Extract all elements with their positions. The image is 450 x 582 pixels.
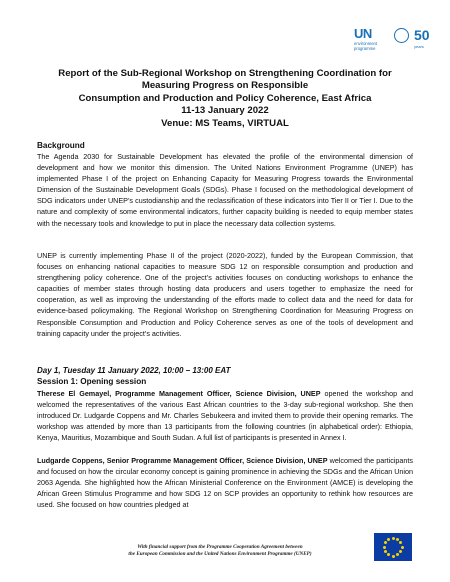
eu-star-icon xyxy=(387,553,390,556)
footer-line-2: the European Commission and the United Nations Environment Programme (UNEP) xyxy=(128,551,312,558)
eu-star-icon xyxy=(387,538,390,541)
eu-star-icon xyxy=(399,550,402,553)
session-1-heading: Session 1: Opening session xyxy=(37,377,147,386)
speaker-name: Therese El Gemayel, Programme Management Officer, Science Division, UNEP xyxy=(37,389,321,398)
session-1-paragraph-1 xyxy=(37,388,413,443)
funding-footer xyxy=(70,544,370,559)
title-dates: 11-13 January 2022 xyxy=(181,105,269,117)
footer-line-1: With financial support from the Programme Cooperation Agreement between xyxy=(137,544,303,550)
unep-logo xyxy=(354,26,434,54)
eu-star-icon xyxy=(392,555,395,558)
eu-star-icon xyxy=(399,541,402,544)
eu-star-icon xyxy=(383,546,386,549)
paragraph-text: opened the workshop and welcomed the representatives of the various East African countries to the 3-day sub-regional workshop. She then introduced Dr. Ludgarde Coppens and Mr. Charles Sebukeera and invited them to provide their opening remarks. The workshop was attended by more than 13 participants from the following countries (in alphabetical order): Ethiopia, Kenya, Mauritius, Mozambique and South Sudan. A full list of participants is presented in Annex I. xyxy=(37,389,413,443)
eu-star-icon xyxy=(401,546,404,549)
title-line-3: Consumption and Production and Policy Coherence, East Africa xyxy=(78,92,372,104)
un-wordmark: UN xyxy=(354,26,372,41)
fifty-years-mark: 50 xyxy=(414,27,430,43)
speaker-name: Ludgarde Coppens, Senior Programme Management Officer, Science Division, UNEP xyxy=(37,456,328,465)
background-paragraph-1: The Agenda 2030 for Sustainable Development has elevated the profile of the environmental dimension of development and how we monitor this dimension. The United Nations Environment Programme (UNEP) has implemented Phase I of the project on Enhancing Capacity for Measuring Progress towards the Environmental Dimension of the Sustainable Development Goals (SDGs). Phase I focused on the methodological development of SDG indicators under UNEP’s custodianship and the reclassification of these indicators into Tier II or Tier I. Due to the nature and complexity of some environmental indicators, further capacity building is needed to equip member states with the necessary tools and knowledge to put in place the necessary data collection systems. xyxy=(37,152,413,228)
un-emblem-icon xyxy=(394,28,409,43)
paragraph-text: welcomed the participants and focused on how the circular economy concept is gaining prominence in achieving the SDGs and the African Union 2063 Agenda. She highlighted how the African Ministerial Conference on the Environment (AMCE) is developing the African Green Stimulus Programme and how SDG 12 on SCP provides an opportunity to rethink how resources are used. She focused on how countries pledged at xyxy=(37,456,413,510)
fifty-years-label: years xyxy=(414,44,424,49)
eu-star-icon xyxy=(396,538,399,541)
title-line-2: Measuring Progress on Responsible xyxy=(141,80,309,92)
day-1-heading: Day 1, Tuesday 11 January 2022, 10:00 – 13:00 EAT xyxy=(37,366,231,375)
background-paragraph-2: UNEP is currently implementing Phase II of the project (2020-2022), funded by the European Commission, that focuses on enhancing national capacities to measure SDG 12 on responsible consumption and production and strengthening policy coherence. One of the project’s activities focuses on conducting workshops to enhance the capacities of member states through hosting data producers and users together to emphasize the need for cooperation, as well as improving the understanding of the efforts made to collect data and the need for data for evidence-based policymaking. The Regional Workshop on Strengthening Coordination for Measuring Progress on Responsible Consumption and Production and Policy Coherence serves as one of the tools of development and training capacity under the project’s activities. xyxy=(37,251,413,338)
report-title xyxy=(50,68,400,130)
session-1-paragraph-2 xyxy=(37,455,413,510)
title-venue: Venue: MS Teams, VIRTUAL xyxy=(161,117,289,129)
logo-subtitle: environment programme xyxy=(354,41,378,51)
title-line-1: Report of the Sub-Regional Workshop on Strengthening Coordination for xyxy=(58,68,392,79)
eu-star-icon xyxy=(384,550,387,553)
eu-star-icon xyxy=(384,541,387,544)
eu-star-icon xyxy=(392,537,395,540)
eu-star-icon xyxy=(396,553,399,556)
background-heading: Background xyxy=(37,141,85,150)
eu-flag-icon xyxy=(374,533,412,561)
